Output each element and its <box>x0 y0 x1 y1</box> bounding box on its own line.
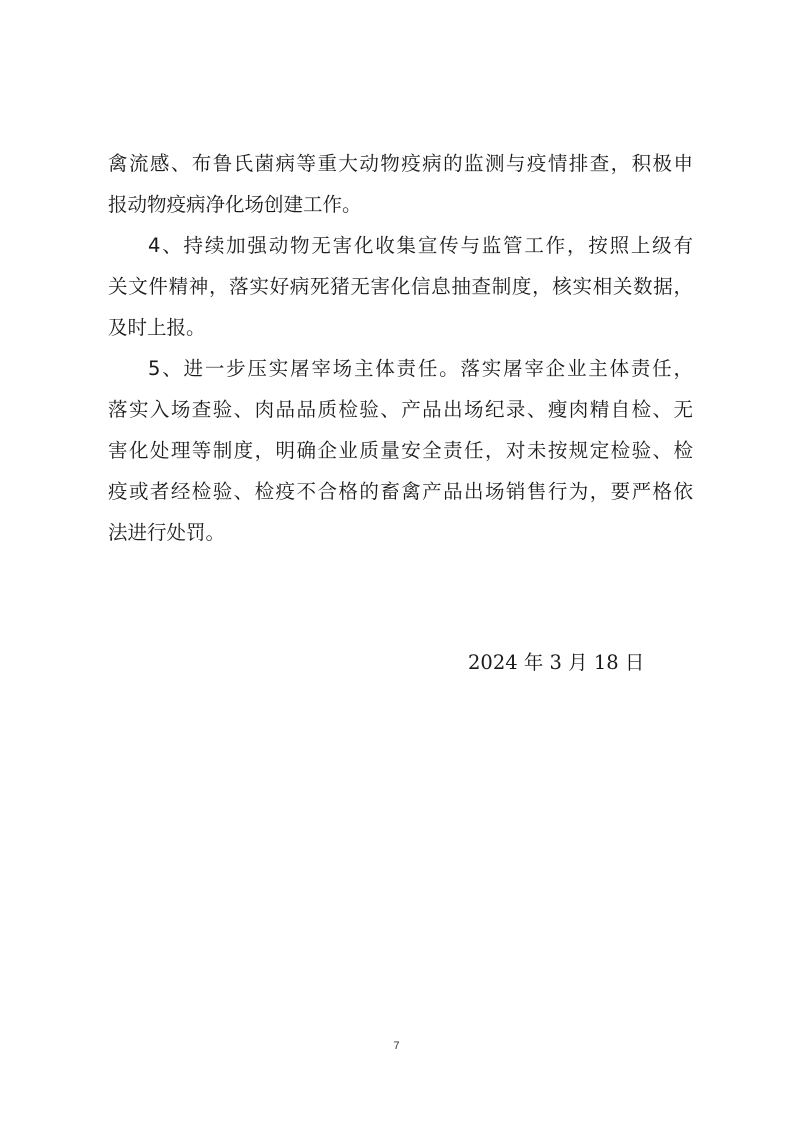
text-line: 害化处理等制度，明确企业质量安全责任，对未按规定检验、检 <box>108 439 693 462</box>
paragraph-continuation <box>108 143 693 225</box>
text-line: 关文件精神，落实好病死猪无害化信息抽查制度，核实相关数据， <box>108 275 693 298</box>
paragraph-5 <box>108 348 693 553</box>
text-line: 4、持续加强动物无害化收集宣传与监管工作，按照上级有 <box>148 234 693 257</box>
text-line: 及时上报。 <box>108 316 206 339</box>
text-line: 禽流感、布鲁氏菌病等重大动物疫病的监测与疫情排查，积极申 <box>108 152 693 175</box>
text-line: 5、进一步压实屠宰场主体责任。落实屠宰企业主体责任， <box>148 357 693 380</box>
page-number: 7 <box>393 1040 400 1052</box>
text-line: 报动物疫病净化场创建工作。 <box>108 193 362 216</box>
document-body <box>108 143 693 553</box>
document-date: 2024 年 3 月 18 日 <box>468 651 645 674</box>
text-line: 落实入场查验、肉品品质检验、产品出场纪录、瘦肉精自检、无 <box>108 398 693 421</box>
text-line: 疫或者经检验、检疫不合格的畜禽产品出场销售行为，要严格依 <box>108 480 693 503</box>
paragraph-4 <box>108 225 693 348</box>
text-line: 法进行处罚。 <box>108 521 226 544</box>
